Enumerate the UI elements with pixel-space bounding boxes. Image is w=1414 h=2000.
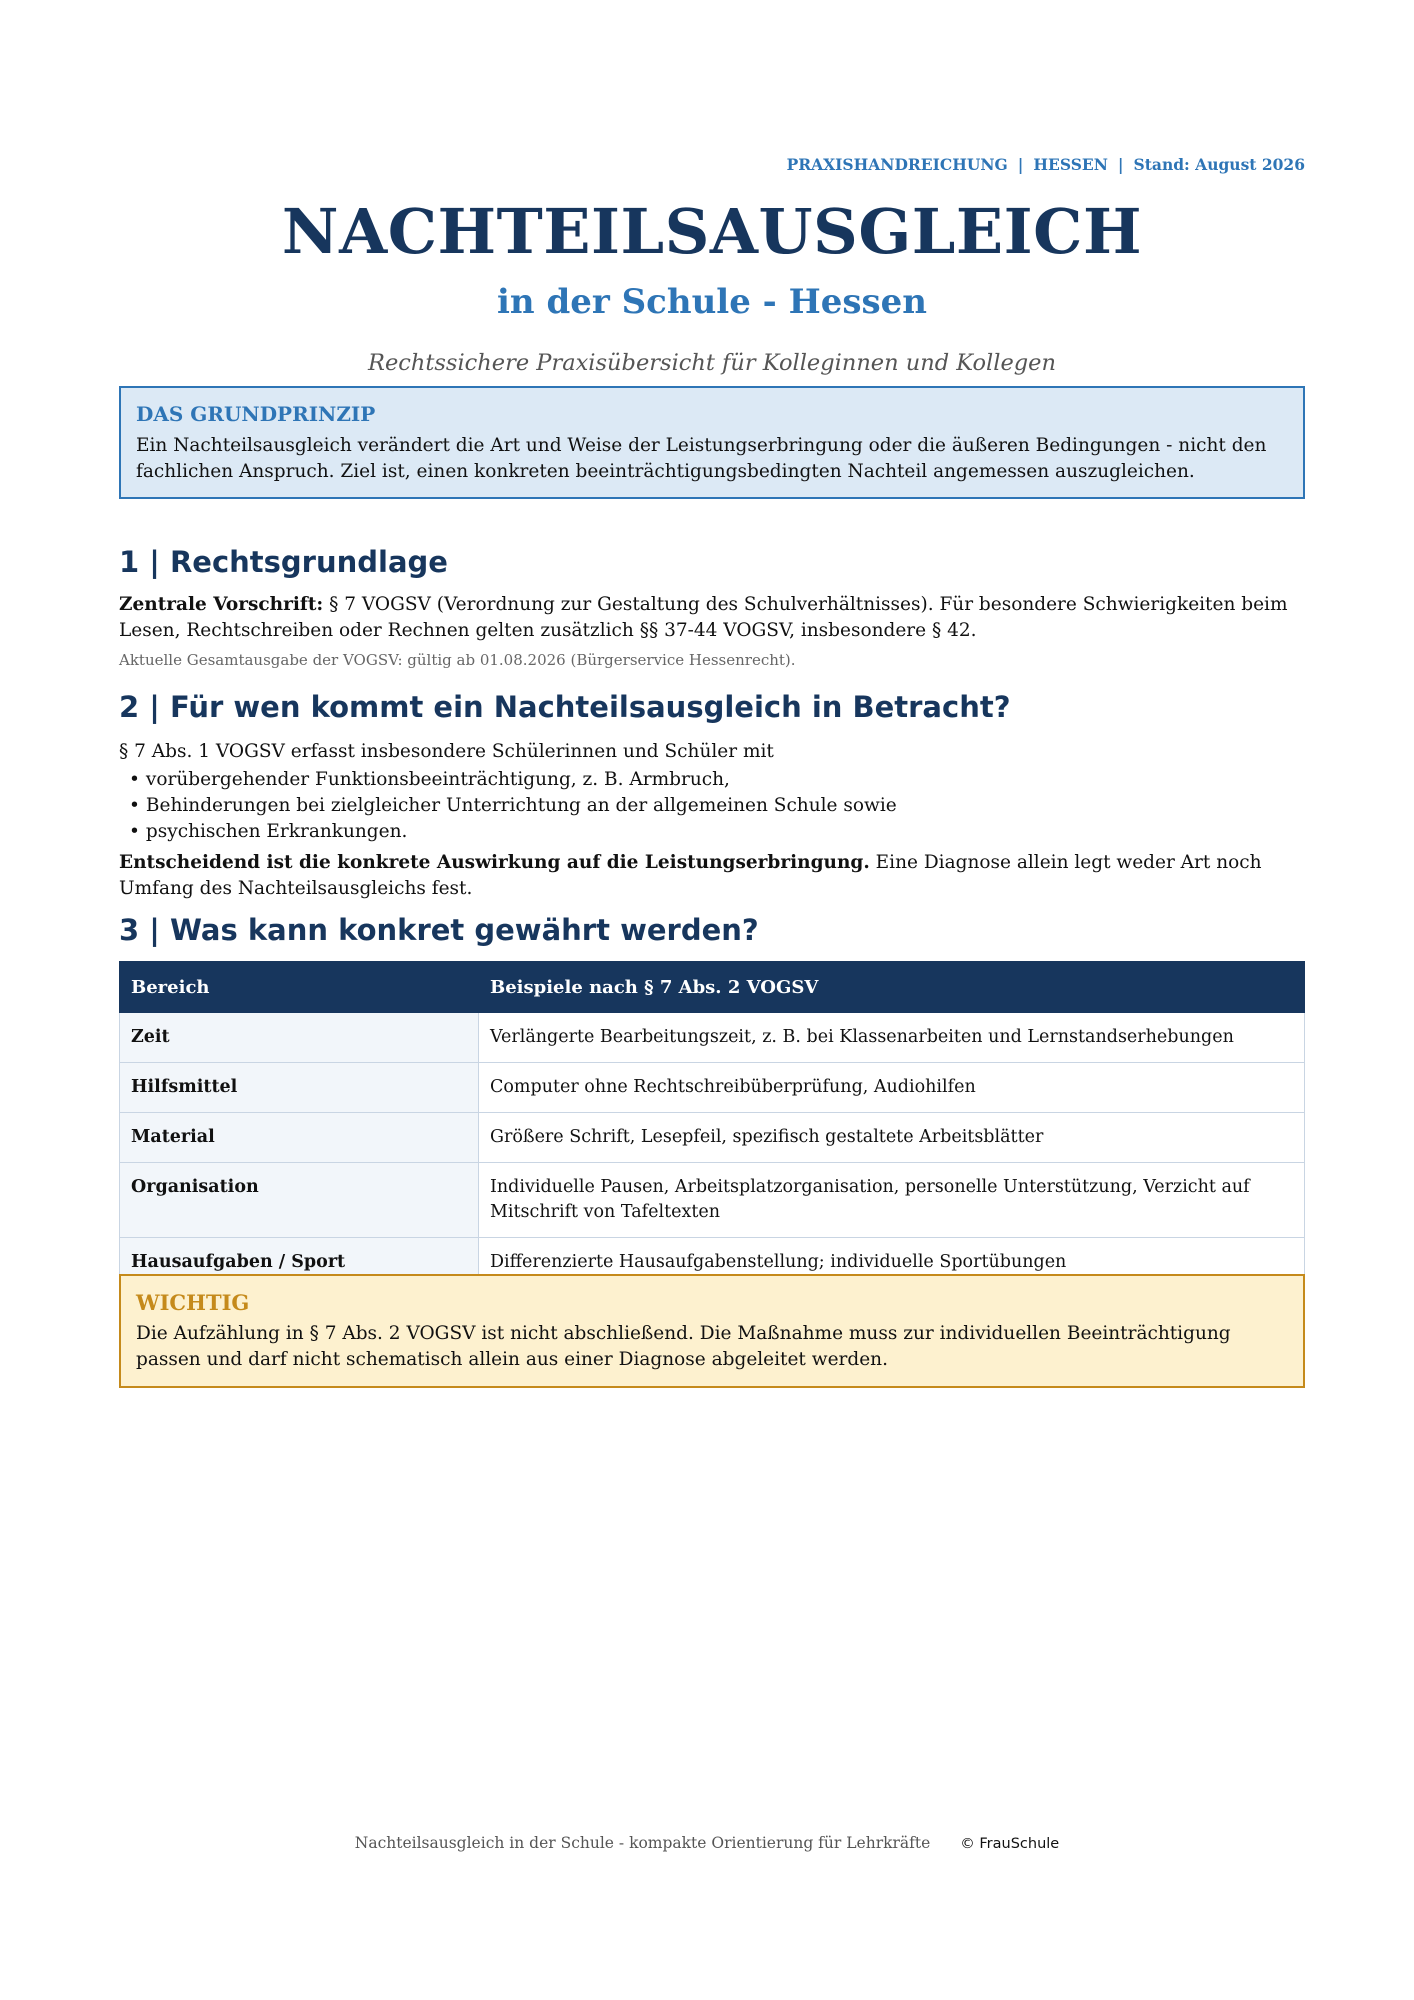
principle-heading: DAS GRUNDPRINZIP xyxy=(136,402,376,426)
list-item: • vorübergehender Funktionsbeeinträchtigung, z. B. Armbruch, xyxy=(129,767,897,793)
warning-text: Die Aufzählung in § 7 Abs. 2 VOGSV ist nicht abschließend. Die Maßnahme muss zur individuellen Beeinträchtigung passen und darf nicht schematisch allein aus einer Diagnose abgeleitet werden. xyxy=(136,1323,1231,1370)
meta-date: Stand: August 2026 xyxy=(1133,155,1305,174)
meta-separator: | xyxy=(1017,155,1024,174)
table-row xyxy=(120,1113,1305,1163)
list-item: • Behinderungen bei zielgleicher Unterrichtung an der allgemeinen Schule sowie xyxy=(129,793,897,819)
meta-state: HESSEN xyxy=(1033,155,1108,174)
table-row xyxy=(120,1063,1305,1113)
table-cell-examples: Differenzierte Hausaufgabenstellung; individuelle Sportübungen xyxy=(479,1238,1305,1288)
section1-lead-bold: Zentrale Vorschrift: xyxy=(119,594,324,615)
measures-table xyxy=(119,961,1305,1288)
section1-paragraph xyxy=(119,592,1305,644)
document-subtitle: in der Schule - Hessen xyxy=(496,282,928,322)
footer-text: Nachteilsausgleich in der Schule - kompakte Orientierung für Lehrkräfte xyxy=(354,1834,931,1852)
table-cell-examples: Verlängerte Bearbeitungszeit, z. B. bei Klassenarbeiten und Lernstandserhebungen xyxy=(479,1013,1305,1063)
table-cell-examples: Individuelle Pausen, Arbeitsplatzorganisation, personelle Unterstützung, Verzicht auf Mitschrift von Tafeltexten xyxy=(479,1163,1305,1238)
document-meta-line xyxy=(787,155,1305,174)
section2-bullet-list xyxy=(129,767,897,845)
section1-heading: 1 | Rechtsgrundlage xyxy=(119,545,448,579)
table-cell-area: Organisation xyxy=(120,1163,479,1238)
table-cell-area: Hausaufgaben / Sport xyxy=(120,1238,479,1288)
table-header-row xyxy=(120,962,1305,1013)
table-header-cell: Beispiele nach § 7 Abs. 2 VOGSV xyxy=(479,962,1305,1013)
section3-heading: 3 | Was kann konkret gewährt werden? xyxy=(119,913,759,947)
table-cell-area: Zeit xyxy=(120,1013,479,1063)
section2-heading: 2 | Für wen kommt ein Nachteilsausgleich in Betracht? xyxy=(119,690,1011,724)
warning-heading: WICHTIG xyxy=(136,1290,250,1315)
brand-logo: © FrauSchule xyxy=(960,1836,1060,1852)
section2-conclusion xyxy=(119,850,1305,902)
principle-box xyxy=(119,386,1305,499)
list-item: • psychischen Erkrankungen. xyxy=(129,819,897,845)
page-footer xyxy=(0,1834,1414,1852)
meta-separator: | xyxy=(1117,155,1124,174)
table-row xyxy=(120,1013,1305,1063)
document-title: NACHTEILSAUSGLEICH xyxy=(281,195,1143,268)
warning-box xyxy=(119,1274,1305,1388)
meta-type: PRAXISHANDREICHUNG xyxy=(786,155,1008,174)
table-header-cell: Bereich xyxy=(120,962,479,1013)
section1-lead-text: § 7 VOGSV (Verordnung zur Gestaltung des Schulverhältnisses). Für besondere Schwierigkeiten beim Lesen, Rechtschreiben oder Rechnen gelten zusätzlich §§ 37-44 VOGSV, insbesondere § 42. xyxy=(119,594,1288,641)
table-cell-area: Hilfsmittel xyxy=(120,1063,479,1113)
table-row xyxy=(120,1163,1305,1238)
document-tagline: Rechtssichere Praxisübersicht für Kolleginnen und Kollegen xyxy=(368,350,1056,376)
table-cell-examples: Größere Schrift, Lesepfeil, spezifisch gestaltete Arbeitsblätter xyxy=(479,1113,1305,1163)
section2-intro: § 7 Abs. 1 VOGSV erfasst insbesondere Schülerinnen und Schüler mit xyxy=(119,741,774,762)
section1-note: Aktuelle Gesamtausgabe der VOGSV: gültig ab 01.08.2026 (Bürgerservice Hessenrecht). xyxy=(119,651,796,669)
table-cell-examples: Computer ohne Rechtschreibüberprüfung, Audiohilfen xyxy=(479,1063,1305,1113)
section2-conclusion-text: Eine Diagnose allein legt weder Art noch Umfang des Nachteilsausgleichs fest. xyxy=(119,852,1262,899)
principle-text: Ein Nachteilsausgleich verändert die Art und Weise der Leistungserbringung oder die äußeren Bedingungen - nicht den fachlichen Anspruch. Ziel ist, einen konkreten beeinträchtigungsbedingten Nachteil angemessen auszugleichen. xyxy=(136,435,1267,482)
table-cell-area: Material xyxy=(120,1113,479,1163)
section2-conclusion-bold: Entscheidend ist die konkrete Auswirkung auf die Leistungserbringung. xyxy=(119,852,870,873)
